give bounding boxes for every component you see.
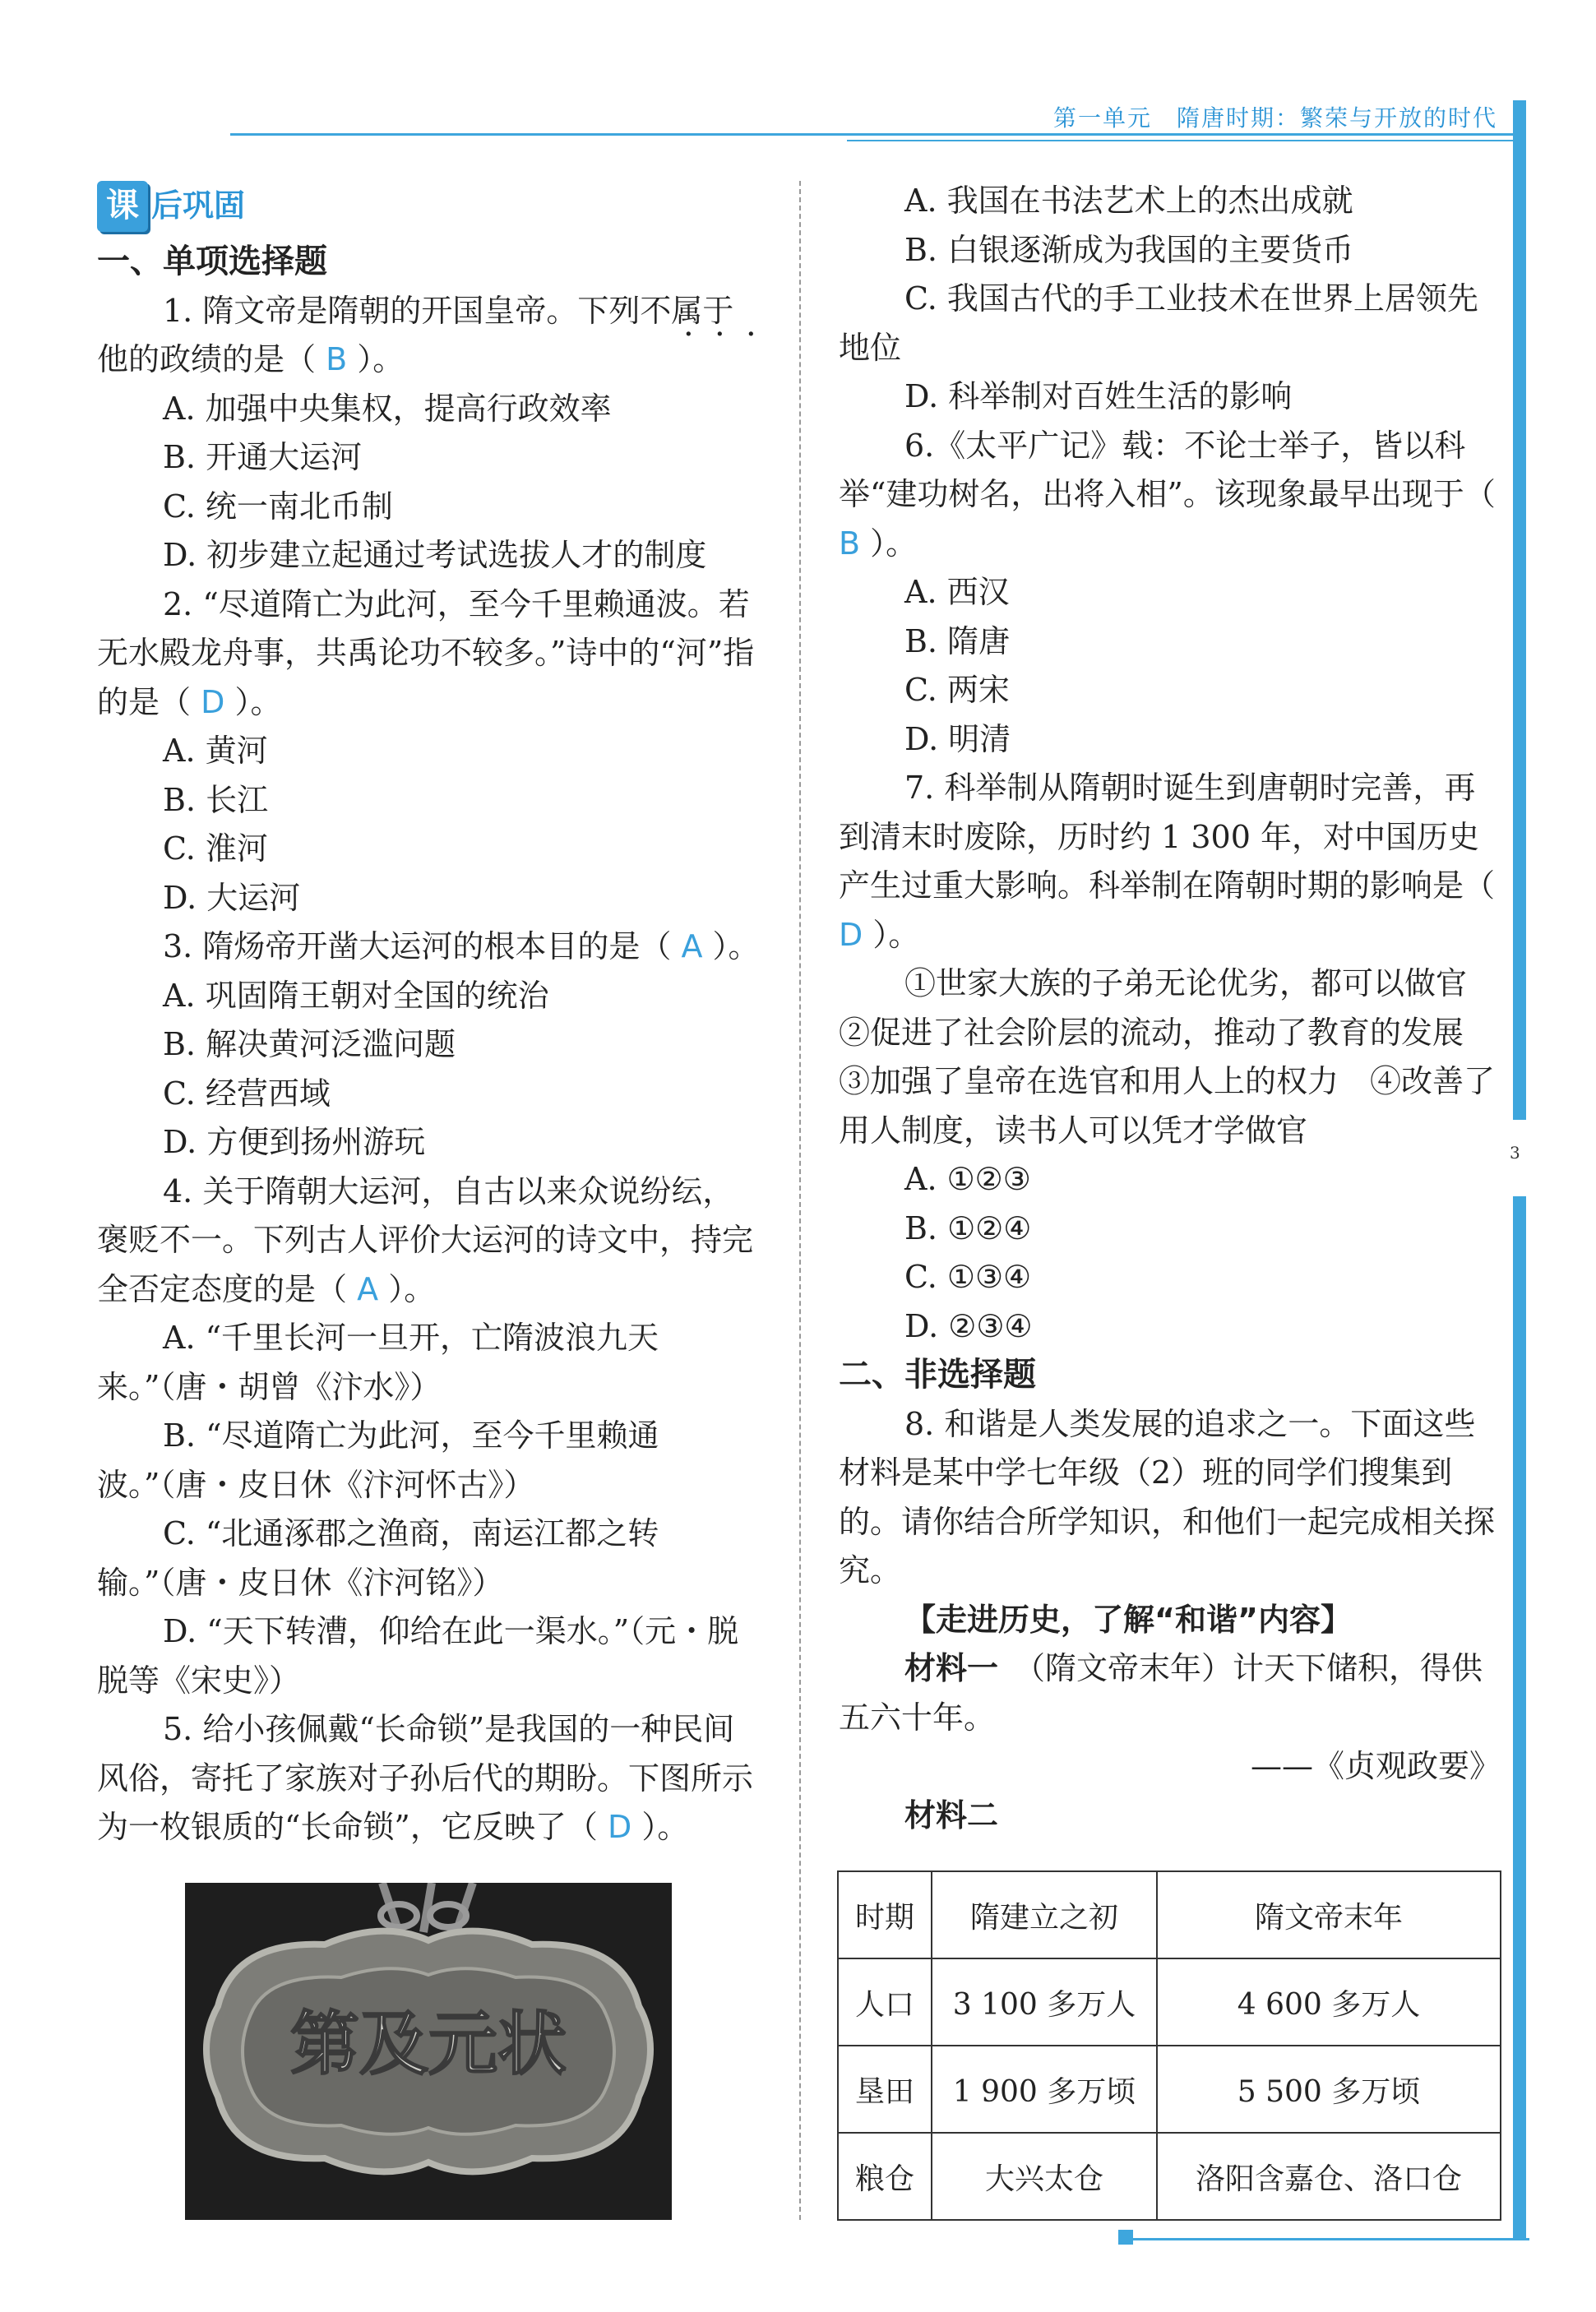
header-rule-secondary	[847, 140, 1513, 141]
table-cell: 洛阳含嘉仓、洛口仓	[1157, 2133, 1501, 2220]
table-cell: 5 500 多万顷	[1157, 2046, 1501, 2133]
table-header-cell: 隋文帝末年	[1157, 1871, 1501, 1958]
option: C. 我国古代的手工业技术在世界上居领先地位	[839, 280, 1478, 366]
option: D. ②③④	[904, 1307, 1033, 1344]
option: C. “北通涿郡之渔商，南运江都之转输。”（唐・皮日休《汴河铭》）	[97, 1515, 659, 1601]
option: A. 黄河	[163, 733, 268, 769]
option: B. 白银逐渐成为我国的主要货币	[904, 231, 1354, 268]
answer-q5: D	[607, 1809, 632, 1845]
header-rule	[230, 133, 1513, 136]
lock-illustration	[185, 1883, 672, 2220]
table-cell: 3 100 多万人	[932, 1958, 1157, 2046]
table-cell: 垦田	[838, 2046, 932, 2133]
question-8-subtitle: 【走进历史，了解“和谐”内容】	[904, 1601, 1352, 1638]
answer-q4: A	[357, 1270, 379, 1307]
table-cell: 粮仓	[838, 2133, 932, 2220]
material-2-table	[837, 1870, 1501, 2221]
option: B. ①②④	[904, 1209, 1032, 1246]
answer-q3: A	[681, 928, 703, 964]
answer-q7: D	[839, 916, 863, 953]
material-1-text: （隋文帝末年）计天下储积，得供五六十年。	[839, 1650, 1483, 1736]
table-cell: 人口	[838, 1958, 932, 2046]
footer-rule	[1126, 2238, 1529, 2240]
option: C. 淮河	[163, 830, 268, 867]
question-5-stem: 5. 给小孩佩戴“长命锁”是我国的一种民间风俗，寄托了家族对子孙后代的期盼。下图所示为一枚银质的“长命锁”，它反映了（ D ）。	[97, 1711, 754, 1845]
table-cell: 4 600 多万人	[1157, 1958, 1501, 2046]
option: A. “千里长河一旦开，亡隋波浪九天来。”（唐・胡曾《汴水》）	[97, 1320, 659, 1405]
longevity-lock-image	[185, 1883, 672, 2220]
right-column	[839, 177, 1501, 1840]
question-8-stem: 8. 和谐是人类发展的追求之一。下面这些材料是某中学七年级（2）班的同学们搜集到的。请你结合所学知识，和他们一起完成相关探究。	[839, 1405, 1496, 1588]
option: A. ①②③	[904, 1161, 1031, 1197]
option: D. 初步建立起通过考试选拔人才的制度	[163, 537, 707, 573]
margin-bar-top	[1513, 100, 1526, 1120]
option: D. 明清	[904, 720, 1011, 757]
question-3-stem: 3. 隋炀帝开凿大运河的根本目的是（ A ）。	[163, 928, 760, 964]
table-row	[838, 2046, 1501, 2133]
option: B. 长江	[163, 781, 269, 818]
option: D. 大运河	[163, 879, 301, 916]
option: B. 解决黄河泛滥问题	[163, 1026, 456, 1062]
table-header-cell: 时期	[838, 1871, 932, 1958]
question-4-stem: 4. 关于隋朝大运河，自古以来众说纷纭，褒贬不一。下列古人评价大运河的诗文中，持完全否定态度的是（ A ）。	[97, 1172, 754, 1307]
question-7-stem: 7. 科举制从隋朝时诞生到唐朝时完善，再到清末时废除，历时约 1 300 年，对中国历史产生过重大影响。科举制在隋朝时期的影响是（ D ）。	[839, 770, 1496, 953]
option: A. 巩固隋王朝对全国的统治	[163, 977, 549, 1014]
option: B. 开通大运河	[163, 439, 363, 475]
option: C. ①③④	[904, 1259, 1032, 1295]
option: C. 经营西域	[163, 1075, 331, 1112]
question-1-stem: 1. 隋文帝是隋朝的开国皇帝。下列不属于他的政绩的是（ B ）。	[97, 292, 734, 377]
option: A. 我国在书法艺术上的杰出成就	[904, 183, 1353, 219]
option: B. 隋唐	[904, 622, 1011, 659]
option: C. 两宋	[904, 672, 1010, 708]
option: C. 统一南北币制	[163, 488, 393, 525]
page-number: 3	[1510, 1143, 1520, 1163]
section-badge	[97, 177, 765, 236]
table-cell: 大兴太仓	[932, 2133, 1157, 2220]
answer-q1: B	[326, 341, 348, 377]
footer-square	[1118, 2230, 1133, 2245]
page-header-title: 第一单元 隋唐时期：繁荣与开放的时代	[1052, 104, 1497, 132]
answer-q2: D	[201, 683, 225, 720]
question-7-statements: ①世家大族的子弟无论优劣，都可以做官 ②促进了社会阶层的流动，推动了教育的发展 ③加强了皇帝在选官和用人上的权力 ④改善了用人制度，读书人可以凭才学做官	[839, 965, 1499, 1149]
section-heading-choice: 一、单项选择题	[97, 243, 327, 280]
material-1-source: ——《贞观政要》	[1250, 1748, 1501, 1784]
option: B. “尽道隋亡为此河，至今千里赖通波。”（唐・皮日休《汴河怀古》）	[97, 1417, 659, 1503]
option: A. 西汉	[904, 574, 1010, 610]
table-header-cell: 隋建立之初	[932, 1871, 1157, 1958]
column-divider	[799, 181, 801, 2220]
option: D. 方便到扬州游玩	[163, 1124, 426, 1160]
left-column	[97, 177, 765, 1852]
margin-bar-bottom	[1513, 1196, 1526, 2240]
option: A. 加强中央集权，提高行政效率	[163, 390, 612, 427]
table-row	[838, 1871, 1501, 1958]
question-2-stem: 2. “尽道隋亡为此河，至今千里赖通波。若无水殿龙舟事，共禹论功不较多。”诗中的“河”指的是（ D ）。	[97, 585, 755, 720]
question-6-stem: 6.《太平广记》载：不论士举子，皆以科举“建功树名，出将入相”。该现象最早出现于（ B ）。	[839, 427, 1496, 562]
material-1	[839, 1644, 1501, 1742]
badge-icon: 课	[97, 181, 148, 232]
table-row	[838, 2133, 1501, 2220]
section-heading-nonchoice: 二、非选择题	[839, 1356, 1036, 1394]
emphasis-dots: 不属于	[640, 292, 734, 329]
answer-q6: B	[839, 525, 861, 562]
badge-label: 后巩固	[151, 187, 246, 224]
option: D. “天下转漕，仰给在此一渠水。”（元・脱脱等《宋史》）	[97, 1613, 739, 1699]
lock-inscription: 第及元状	[289, 2003, 567, 2084]
material-2-label: 材料二	[904, 1796, 999, 1833]
material-1-label: 材料一	[904, 1650, 999, 1686]
option: D. 科举制对百姓生活的影响	[904, 378, 1293, 414]
table-cell: 1 900 多万顷	[932, 2046, 1157, 2133]
table-row	[838, 1958, 1501, 2046]
